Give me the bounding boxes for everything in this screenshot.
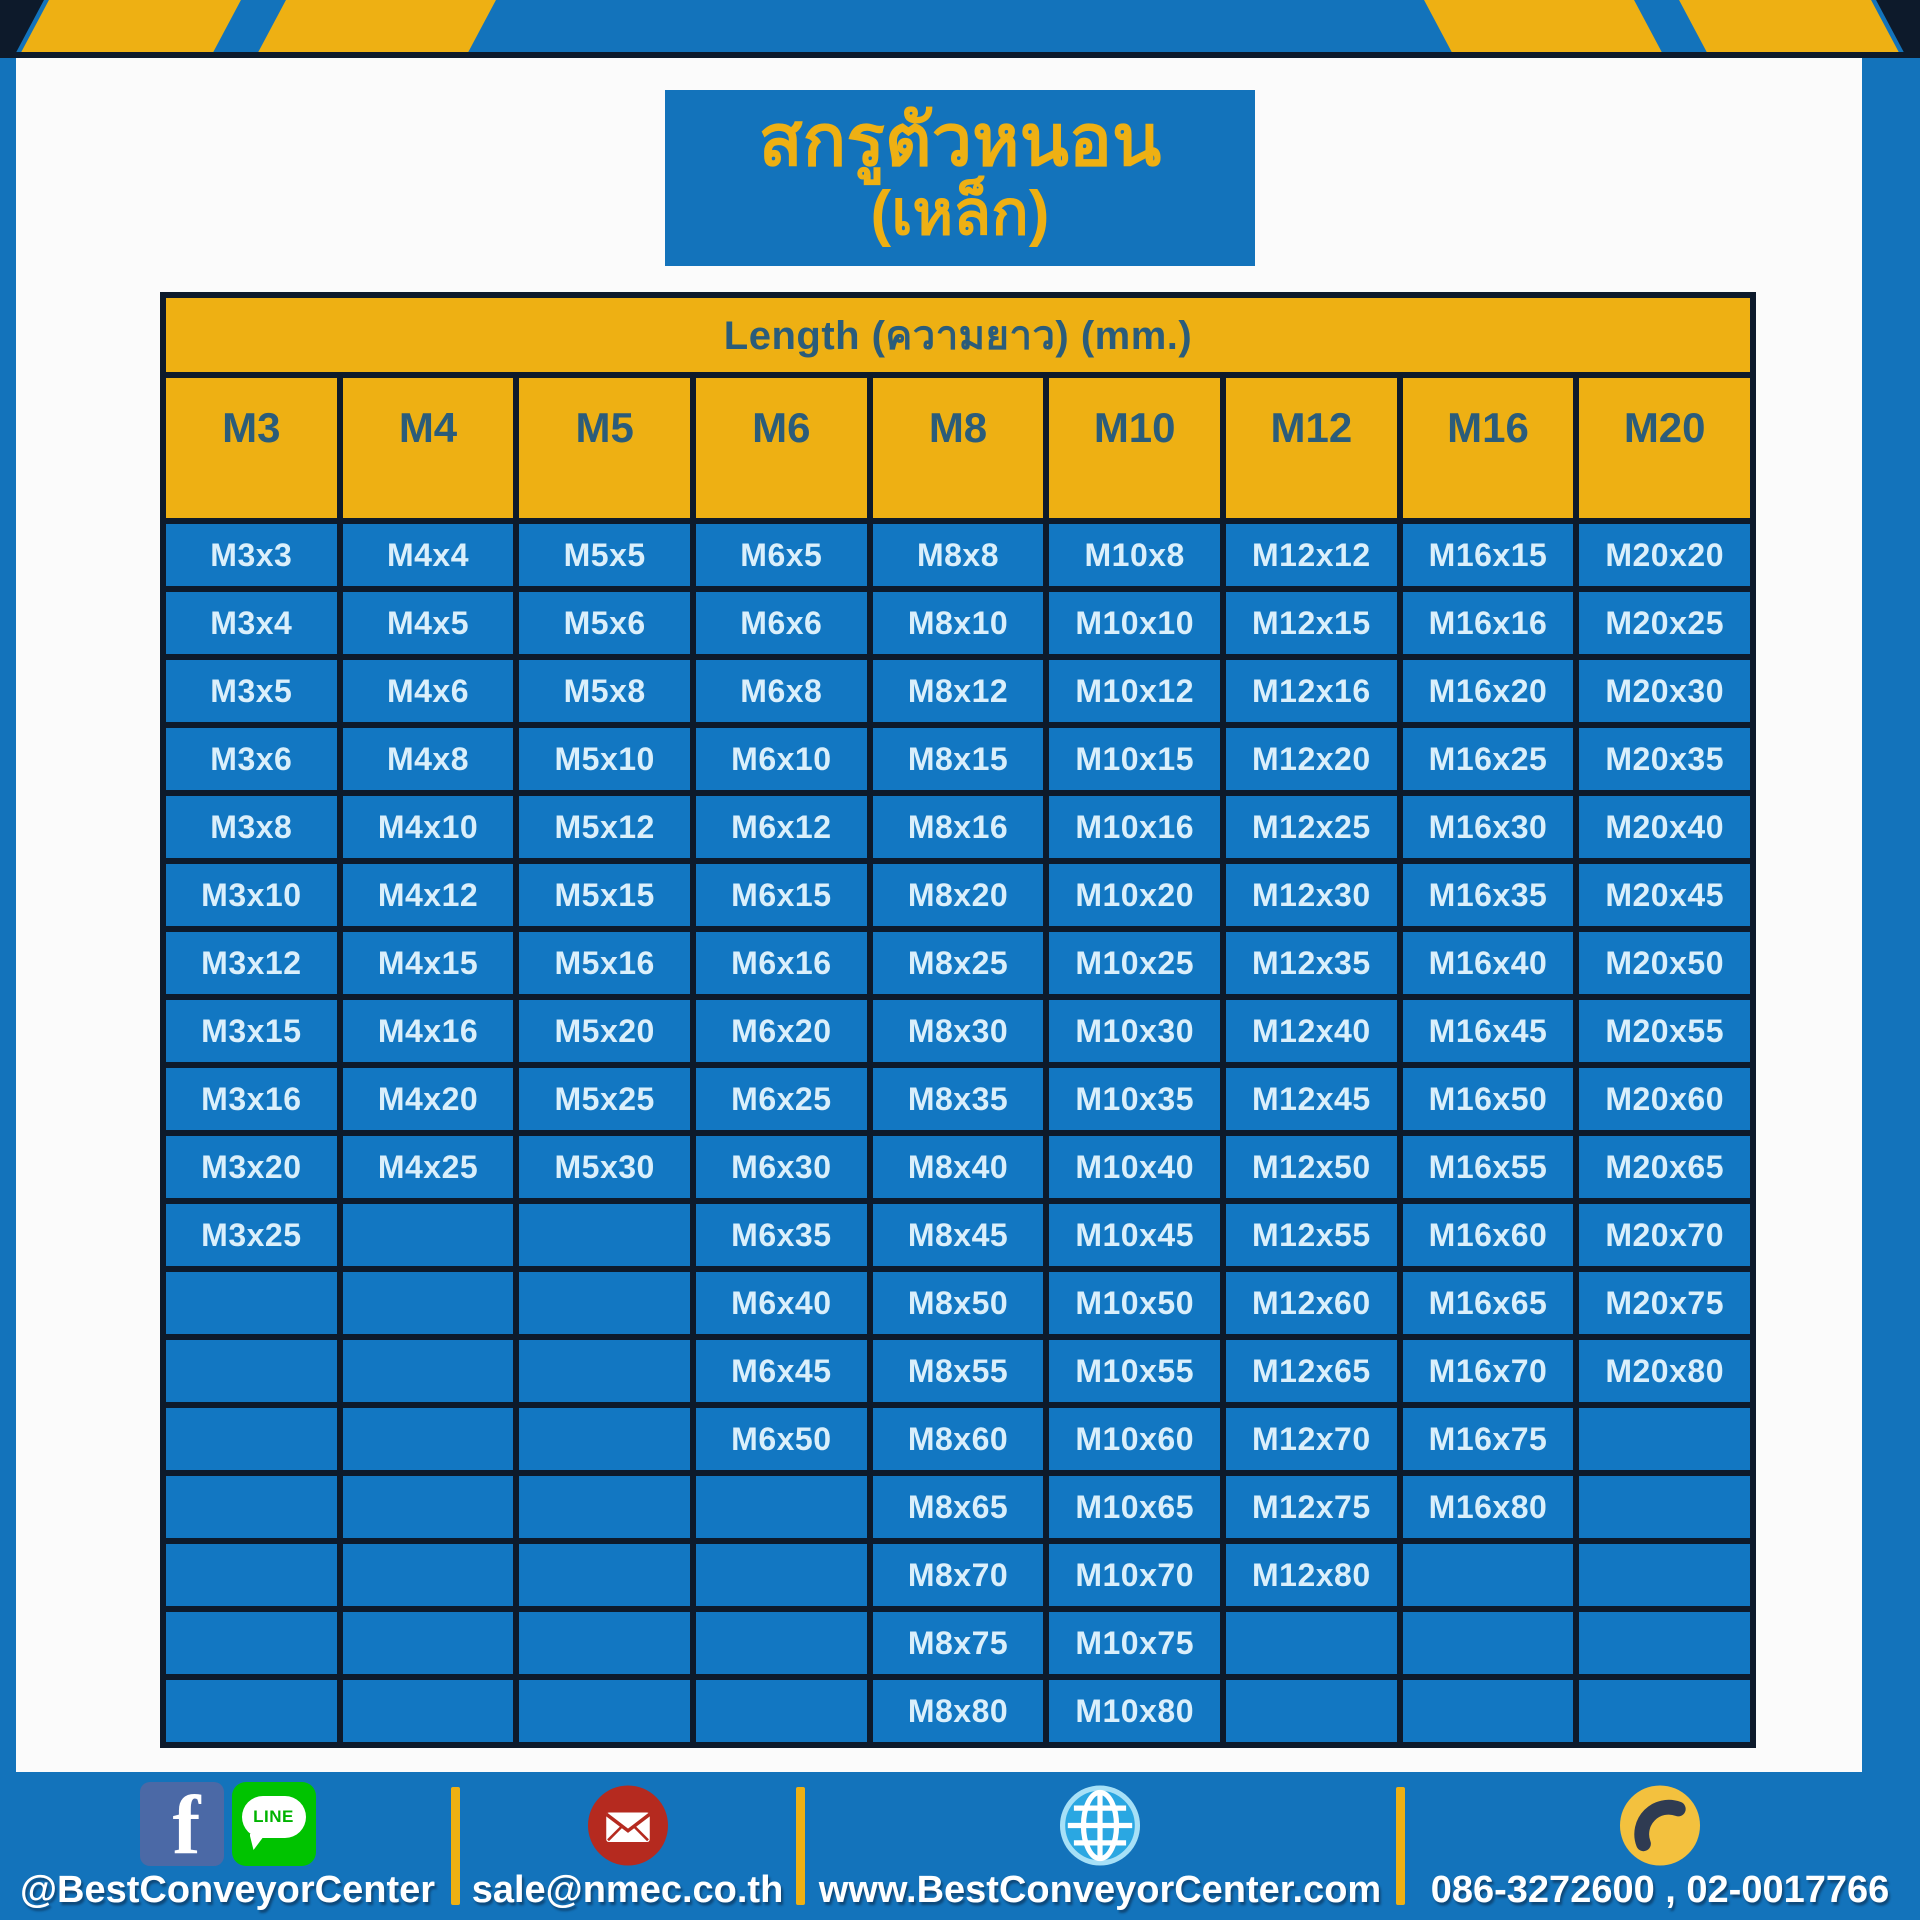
size-cell-M20x45: M20x45 — [1579, 864, 1750, 926]
social-handle-label: @BestConveyorCenter — [19, 1869, 436, 1911]
size-cell-M20x35: M20x35 — [1579, 728, 1750, 790]
size-cell-M3x3: M3x3 — [166, 524, 337, 586]
size-cell-M16x45: M16x45 — [1403, 1000, 1574, 1062]
size-cell-M12x20: M12x20 — [1226, 728, 1397, 790]
size-cell-M16x25: M16x25 — [1403, 728, 1574, 790]
size-cell-empty — [1226, 1680, 1397, 1742]
size-cell-M8x25: M8x25 — [873, 932, 1044, 994]
size-cell-M4x15: M4x15 — [343, 932, 514, 994]
size-cell-M8x16: M8x16 — [873, 796, 1044, 858]
size-cell-M16x60: M16x60 — [1403, 1204, 1574, 1266]
size-cell-empty — [166, 1476, 337, 1538]
column-header-M16: M16 — [1403, 378, 1574, 518]
size-cell-M16x16: M16x16 — [1403, 592, 1574, 654]
size-cell-M6x10: M6x10 — [696, 728, 867, 790]
size-cell-M16x55: M16x55 — [1403, 1136, 1574, 1198]
globe-icon — [1056, 1782, 1144, 1869]
size-cell-empty — [519, 1680, 690, 1742]
column-header-M8: M8 — [873, 378, 1044, 518]
email-label: sale@nmec.co.th — [471, 1869, 784, 1911]
size-cell-M16x35: M16x35 — [1403, 864, 1574, 926]
hazard-stripe — [248, 0, 503, 58]
size-cell-empty — [166, 1340, 337, 1402]
size-cell-M16x40: M16x40 — [1403, 932, 1574, 994]
size-cell-M16x75: M16x75 — [1403, 1408, 1574, 1470]
size-cell-empty — [1403, 1544, 1574, 1606]
size-cell-empty — [166, 1680, 337, 1742]
column-header-M12: M12 — [1226, 378, 1397, 518]
size-cell-empty — [696, 1544, 867, 1606]
hazard-stripe — [1418, 0, 1673, 58]
size-cell-M16x30: M16x30 — [1403, 796, 1574, 858]
size-cell-M12x65: M12x65 — [1226, 1340, 1397, 1402]
phone-icon — [1616, 1782, 1704, 1869]
size-cell-M8x30: M8x30 — [873, 1000, 1044, 1062]
size-cell-M10x75: M10x75 — [1049, 1612, 1220, 1674]
phone-label: 086-3272600 , 02-0017766 — [1430, 1869, 1890, 1911]
size-cell-M6x45: M6x45 — [696, 1340, 867, 1402]
size-cell-empty — [519, 1204, 690, 1266]
top-hazard-bar — [0, 0, 1920, 58]
size-cell-M5x8: M5x8 — [519, 660, 690, 722]
size-cell-empty — [519, 1544, 690, 1606]
size-cell-M8x50: M8x50 — [873, 1272, 1044, 1334]
size-cell-M16x80: M16x80 — [1403, 1476, 1574, 1538]
page-title-line1: สกรูตัวหนอน — [758, 101, 1162, 181]
size-cell-M8x65: M8x65 — [873, 1476, 1044, 1538]
length-header: Length (ความยาว) (mm.) — [166, 298, 1750, 372]
size-cell-M10x25: M10x25 — [1049, 932, 1220, 994]
size-cell-M6x16: M6x16 — [696, 932, 867, 994]
size-cell-empty — [1579, 1408, 1750, 1470]
size-cell-M12x40: M12x40 — [1226, 1000, 1397, 1062]
size-cell-empty — [1226, 1612, 1397, 1674]
size-cell-empty — [343, 1476, 514, 1538]
size-cell-M16x65: M16x65 — [1403, 1272, 1574, 1334]
size-cell-empty — [1579, 1612, 1750, 1674]
size-cell-M10x35: M10x35 — [1049, 1068, 1220, 1130]
size-cell-M8x12: M8x12 — [873, 660, 1044, 722]
size-cell-empty — [696, 1612, 867, 1674]
size-cell-M4x8: M4x8 — [343, 728, 514, 790]
size-cell-M8x55: M8x55 — [873, 1340, 1044, 1402]
line-bubble-tail — [250, 1834, 266, 1850]
size-cell-M5x25: M5x25 — [519, 1068, 690, 1130]
facebook-f-glyph: f — [172, 1782, 201, 1866]
size-cell-M10x12: M10x12 — [1049, 660, 1220, 722]
size-cell-M3x25: M3x25 — [166, 1204, 337, 1266]
size-cell-M20x60: M20x60 — [1579, 1068, 1750, 1130]
size-cell-M20x80: M20x80 — [1579, 1340, 1750, 1402]
line-icon — [232, 1782, 316, 1866]
size-cell-M5x16: M5x16 — [519, 932, 690, 994]
size-cell-M10x16: M10x16 — [1049, 796, 1220, 858]
size-cell-M5x30: M5x30 — [519, 1136, 690, 1198]
size-cell-M10x50: M10x50 — [1049, 1272, 1220, 1334]
size-cell-M10x55: M10x55 — [1049, 1340, 1220, 1402]
size-cell-M16x50: M16x50 — [1403, 1068, 1574, 1130]
social-icons — [140, 1782, 316, 1866]
size-cell-empty — [1579, 1476, 1750, 1538]
size-cell-M3x12: M3x12 — [166, 932, 337, 994]
size-cell-M20x25: M20x25 — [1579, 592, 1750, 654]
hazard-stripe — [1673, 0, 1910, 58]
website-label: www.BestConveyorCenter.com — [818, 1869, 1382, 1911]
column-header-M3: M3 — [166, 378, 337, 518]
size-cell-M4x25: M4x25 — [343, 1136, 514, 1198]
size-cell-M12x80: M12x80 — [1226, 1544, 1397, 1606]
footer-website-section — [800, 1772, 1400, 1920]
size-cell-M10x40: M10x40 — [1049, 1136, 1220, 1198]
size-cell-M6x6: M6x6 — [696, 592, 867, 654]
size-cell-M10x80: M10x80 — [1049, 1680, 1220, 1742]
size-cell-M10x65: M10x65 — [1049, 1476, 1220, 1538]
size-cell-M8x70: M8x70 — [873, 1544, 1044, 1606]
size-cell-M6x30: M6x30 — [696, 1136, 867, 1198]
size-cell-M6x5: M6x5 — [696, 524, 867, 586]
size-cell-M12x35: M12x35 — [1226, 932, 1397, 994]
page-title-line2: (เหล็ก) — [870, 178, 1050, 248]
size-cell-M8x15: M8x15 — [873, 728, 1044, 790]
size-cell-empty — [343, 1544, 514, 1606]
size-cell-M16x15: M16x15 — [1403, 524, 1574, 586]
size-cell-M20x55: M20x55 — [1579, 1000, 1750, 1062]
column-header-M6: M6 — [696, 378, 867, 518]
size-cell-M20x30: M20x30 — [1579, 660, 1750, 722]
size-cell-M6x20: M6x20 — [696, 1000, 867, 1062]
size-cell-empty — [519, 1612, 690, 1674]
hazard-stripe — [11, 0, 248, 58]
size-cell-M8x35: M8x35 — [873, 1068, 1044, 1130]
size-cell-empty — [343, 1612, 514, 1674]
size-cell-M5x5: M5x5 — [519, 524, 690, 586]
size-cell-empty — [343, 1680, 514, 1742]
size-cell-empty — [166, 1612, 337, 1674]
footer-phone-section — [1400, 1772, 1920, 1920]
size-cell-M12x55: M12x55 — [1226, 1204, 1397, 1266]
size-cell-M5x12: M5x12 — [519, 796, 690, 858]
footer-social-section — [0, 1772, 455, 1920]
size-cell-M12x45: M12x45 — [1226, 1068, 1397, 1130]
size-cell-M3x5: M3x5 — [166, 660, 337, 722]
size-cell-M4x6: M4x6 — [343, 660, 514, 722]
size-cell-M10x60: M10x60 — [1049, 1408, 1220, 1470]
size-cell-M10x45: M10x45 — [1049, 1204, 1220, 1266]
size-cell-empty — [1579, 1680, 1750, 1742]
size-cell-M4x4: M4x4 — [343, 524, 514, 586]
size-cell-empty — [343, 1204, 514, 1266]
size-cell-M6x25: M6x25 — [696, 1068, 867, 1130]
size-cell-M3x4: M3x4 — [166, 592, 337, 654]
size-cell-M5x20: M5x20 — [519, 1000, 690, 1062]
column-header-M20: M20 — [1579, 378, 1750, 518]
size-cell-M10x20: M10x20 — [1049, 864, 1220, 926]
size-table — [160, 292, 1756, 1748]
size-cell-empty — [519, 1476, 690, 1538]
size-cell-empty — [696, 1476, 867, 1538]
line-bubble: LINE — [242, 1796, 306, 1838]
size-cell-M20x40: M20x40 — [1579, 796, 1750, 858]
size-cell-M10x8: M10x8 — [1049, 524, 1220, 586]
size-cell-M20x75: M20x75 — [1579, 1272, 1750, 1334]
size-cell-M4x12: M4x12 — [343, 864, 514, 926]
size-cell-empty — [1403, 1680, 1574, 1742]
size-cell-M12x15: M12x15 — [1226, 592, 1397, 654]
size-cell-M12x16: M12x16 — [1226, 660, 1397, 722]
size-cell-M12x60: M12x60 — [1226, 1272, 1397, 1334]
size-cell-M3x6: M3x6 — [166, 728, 337, 790]
size-cell-M10x15: M10x15 — [1049, 728, 1220, 790]
size-cell-M12x12: M12x12 — [1226, 524, 1397, 586]
size-cell-M12x30: M12x30 — [1226, 864, 1397, 926]
size-cell-empty — [166, 1272, 337, 1334]
size-cell-M8x75: M8x75 — [873, 1612, 1044, 1674]
size-cell-M8x40: M8x40 — [873, 1136, 1044, 1198]
size-cell-M6x12: M6x12 — [696, 796, 867, 858]
size-cell-M16x70: M16x70 — [1403, 1340, 1574, 1402]
size-cell-M12x25: M12x25 — [1226, 796, 1397, 858]
size-cell-M5x6: M5x6 — [519, 592, 690, 654]
facebook-icon — [140, 1782, 224, 1866]
size-cell-M20x70: M20x70 — [1579, 1204, 1750, 1266]
size-cell-M3x8: M3x8 — [166, 796, 337, 858]
size-cell-M20x20: M20x20 — [1579, 524, 1750, 586]
size-cell-M12x70: M12x70 — [1226, 1408, 1397, 1470]
size-cell-M6x40: M6x40 — [696, 1272, 867, 1334]
footer-bar — [0, 1772, 1920, 1920]
size-cell-M6x8: M6x8 — [696, 660, 867, 722]
size-cell-M5x10: M5x10 — [519, 728, 690, 790]
size-cell-M6x35: M6x35 — [696, 1204, 867, 1266]
size-cell-empty — [519, 1272, 690, 1334]
column-header-M10: M10 — [1049, 378, 1220, 518]
size-cell-empty — [1579, 1544, 1750, 1606]
size-cell-M16x20: M16x20 — [1403, 660, 1574, 722]
size-cell-M4x5: M4x5 — [343, 592, 514, 654]
size-cell-M8x8: M8x8 — [873, 524, 1044, 586]
size-cell-M10x70: M10x70 — [1049, 1544, 1220, 1606]
title-box — [665, 90, 1255, 266]
size-cell-empty — [519, 1340, 690, 1402]
size-cell-M8x60: M8x60 — [873, 1408, 1044, 1470]
size-cell-empty — [343, 1408, 514, 1470]
size-cell-empty — [519, 1408, 690, 1470]
size-cell-empty — [166, 1408, 337, 1470]
size-cell-M8x80: M8x80 — [873, 1680, 1044, 1742]
size-cell-M3x15: M3x15 — [166, 1000, 337, 1062]
size-cell-M8x20: M8x20 — [873, 864, 1044, 926]
size-cell-M4x16: M4x16 — [343, 1000, 514, 1062]
size-cell-M3x16: M3x16 — [166, 1068, 337, 1130]
size-cell-M8x10: M8x10 — [873, 592, 1044, 654]
email-envelope-icon — [584, 1782, 672, 1869]
size-cell-M4x10: M4x10 — [343, 796, 514, 858]
size-cell-empty — [696, 1680, 867, 1742]
size-cell-M6x15: M6x15 — [696, 864, 867, 926]
size-cell-empty — [343, 1340, 514, 1402]
size-cell-empty — [1403, 1612, 1574, 1674]
size-cell-M20x50: M20x50 — [1579, 932, 1750, 994]
size-cell-M4x20: M4x20 — [343, 1068, 514, 1130]
size-cell-M6x50: M6x50 — [696, 1408, 867, 1470]
size-cell-M12x50: M12x50 — [1226, 1136, 1397, 1198]
size-cell-M5x15: M5x15 — [519, 864, 690, 926]
size-cell-M12x75: M12x75 — [1226, 1476, 1397, 1538]
size-cell-M10x30: M10x30 — [1049, 1000, 1220, 1062]
size-cell-M10x10: M10x10 — [1049, 592, 1220, 654]
size-cell-M3x10: M3x10 — [166, 864, 337, 926]
size-cell-empty — [343, 1272, 514, 1334]
size-cell-M20x65: M20x65 — [1579, 1136, 1750, 1198]
size-cell-M8x45: M8x45 — [873, 1204, 1044, 1266]
size-cell-M3x20: M3x20 — [166, 1136, 337, 1198]
column-header-M5: M5 — [519, 378, 690, 518]
column-header-M4: M4 — [343, 378, 514, 518]
footer-email-section — [455, 1772, 800, 1920]
size-cell-empty — [166, 1544, 337, 1606]
